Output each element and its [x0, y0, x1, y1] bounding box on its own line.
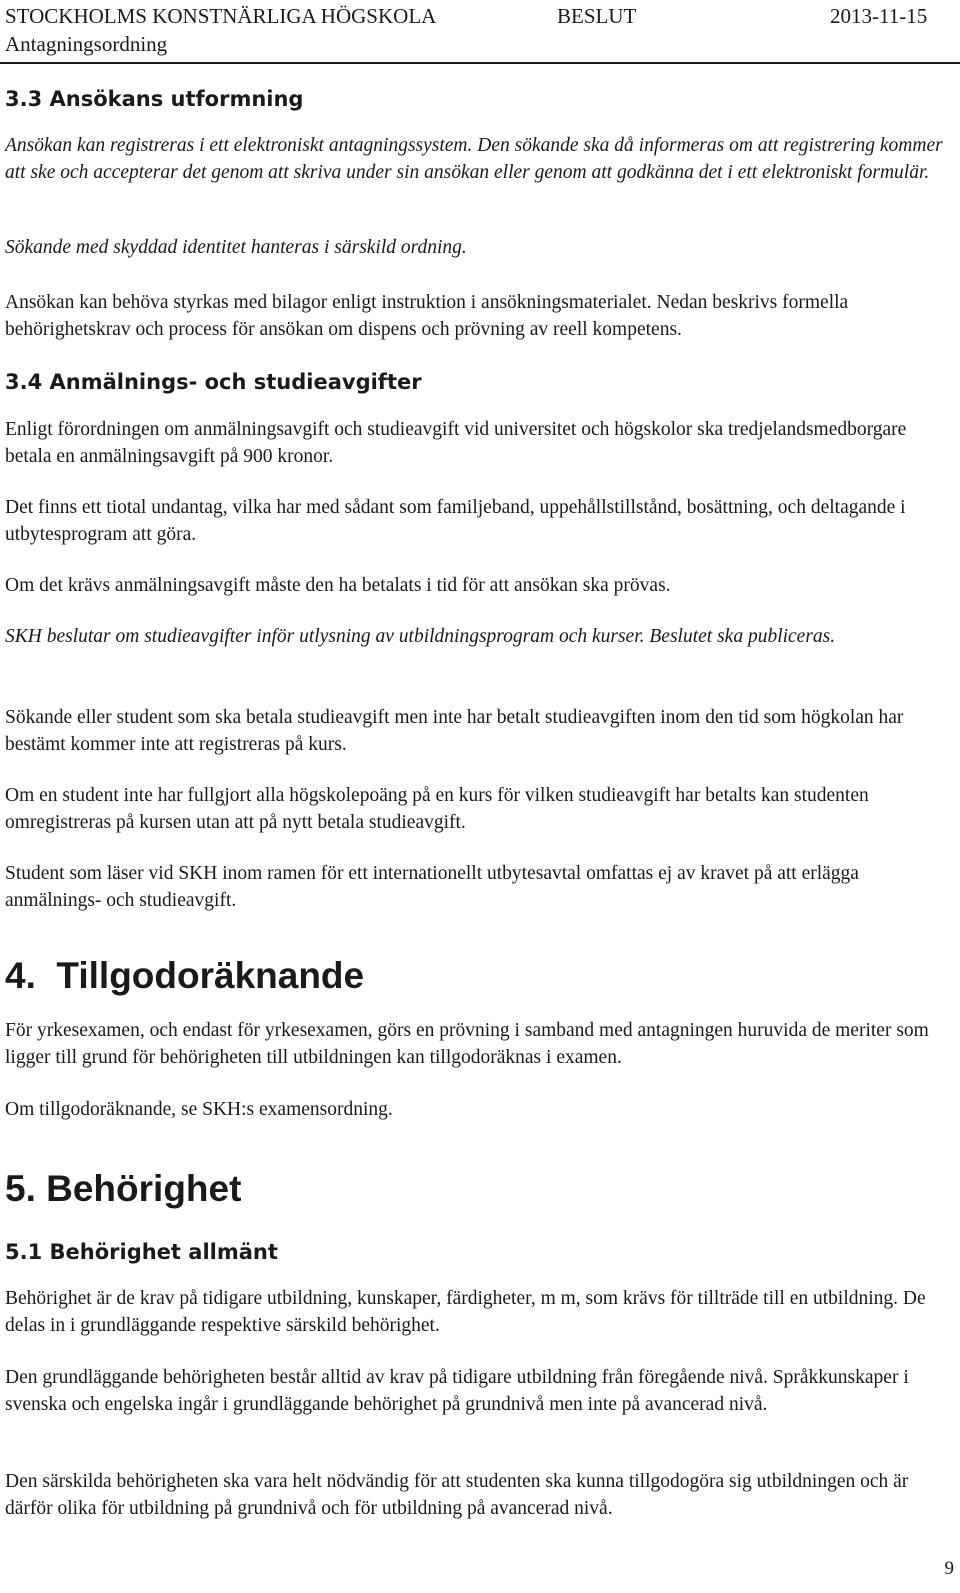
paragraph-3-4-1: Enligt förordningen om anmälningsavgift och studieavgift vid universitet och högskolor ska tredjelandsmedborgare betala en anmälningsavgift på 900 kronor. [5, 419, 907, 467]
section-heading-5: 5. Behörighet [5, 1168, 242, 1209]
header-doc-type: BESLUT [557, 4, 637, 28]
header-divider [0, 62, 960, 64]
paragraph-3-3-3: Ansökan kan behöva styrkas med bilagor enligt instruktion i ansökningsmaterialet. Nedan beskrivs formella behörighetskrav och process för ansökan om dispens och prövning av reell kompetens. [5, 292, 849, 340]
header-institution: STOCKHOLMS KONSTNÄRLIGA HÖGSKOLA [5, 4, 437, 28]
section-heading-5-1: 5.1 Behörighet allmänt [5, 1240, 278, 1264]
paragraph-3-4-4: SKH beslutar om studieavgifter inför utlysning av utbildningsprogram och kurser. Beslutet ska publiceras. [5, 626, 836, 647]
paragraph-3-4-7: Student som läser vid SKH inom ramen för ett internationellt utbytesavtal omfattas ej av kravet på att erlägga anmälnings- och studieavgift. [5, 863, 859, 911]
header-date: 2013-11-15 [830, 4, 928, 28]
paragraph-3-4-6: Om en student inte har fullgjort alla högskolepoäng på en kurs för vilken studieavgift har betalts kan studenten omregistreras på kursen utan att på nytt betala studieavgift. [5, 785, 869, 833]
paragraph-3-4-5: Sökande eller student som ska betala studieavgift men inte har betalt studieavgiften inom den tid som högkolan har bestämt kommer inte att registreras på kurs. [5, 707, 904, 755]
paragraph-4-1: För yrkesexamen, och endast för yrkesexamen, görs en prövning i samband med antagningen huruvida de meriter som ligger till grund för behörigheten till utbildningen kan tillgodoräknas i examen. [5, 1020, 929, 1068]
paragraph-3-4-2: Det finns ett tiotal undantag, vilka har med sådant som familjeband, uppehållstillstånd, bosättning, och deltagande i utbytesprogram att göra. [5, 497, 906, 545]
paragraph-3-4-3: Om det krävs anmälningsavgift måste den ha betalats i tid för att ansökan ska prövas. [5, 575, 671, 596]
paragraph-5-1-1: Behörighet är de krav på tidigare utbildning, kunskaper, färdigheter, m m, som krävs för tillträde till en utbildning. De delas in i grundläggande respektive särskild behörighet. [5, 1288, 926, 1336]
page-number: 9 [944, 1558, 954, 1579]
paragraph-4-2: Om tillgodoräknande, se SKH:s examensordning. [5, 1099, 393, 1120]
paragraph-5-1-3: Den särskilda behörigheten ska vara helt nödvändig för att studenten ska kunna tillgodogöra sig utbildningen och är därför olika för utbildning på grundnivå och för utbildning på avancerad nivå. [5, 1471, 909, 1519]
paragraph-3-3-2: Sökande med skyddad identitet hanteras i särskild ordning. [5, 237, 467, 258]
paragraph-5-1-2: Den grundläggande behörigheten består alltid av krav på tidigare utbildning från föregående nivå. Språkkunskaper i svenska och engelska ingår i grundläggande behörighet på grundnivå men inte på avancerad nivå. [5, 1367, 909, 1415]
section-heading-4: 4. Tillgodoräknande [5, 955, 365, 996]
section-heading-3-3: 3.3 Ansökans utformning [5, 87, 304, 111]
section-heading-3-4: 3.4 Anmälnings- och studieavgifter [5, 370, 422, 394]
header-subtitle: Antagningsordning [5, 32, 168, 56]
paragraph-3-3-1: Ansökan kan registreras i ett elektroniskt antagningssystem. Den sökande ska då informeras om att registrering kommer att ske och accepterar det genom att skriva under sin ansökan eller genom att godkänna det i ett elektroniskt formulär. [5, 135, 943, 183]
